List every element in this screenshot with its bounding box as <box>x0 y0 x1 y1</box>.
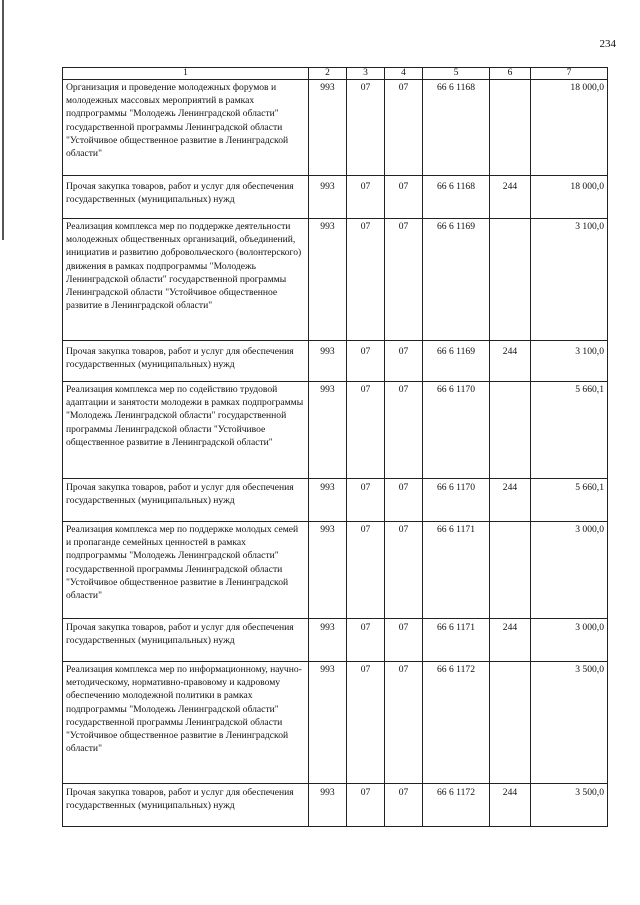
row-subsection: 07 <box>385 176 423 219</box>
row-subsection: 07 <box>385 479 423 522</box>
row-sum: 3 100,0 <box>531 219 608 341</box>
row-sum: 18 000,0 <box>531 80 608 176</box>
header-col-2: 2 <box>309 68 347 80</box>
row-grbs: 993 <box>309 219 347 341</box>
row-expense-type: 244 <box>490 784 531 827</box>
header-col-3: 3 <box>347 68 385 80</box>
row-expense-type <box>490 522 531 619</box>
table-row <box>63 176 608 219</box>
header-col-6: 6 <box>490 68 531 80</box>
row-target-item: 66 6 1170 <box>423 382 490 479</box>
table-row <box>63 479 608 522</box>
header-col-4: 4 <box>385 68 423 80</box>
row-section: 07 <box>347 662 385 784</box>
row-target-item: 66 6 1169 <box>423 219 490 341</box>
row-grbs: 993 <box>309 80 347 176</box>
row-grbs: 993 <box>309 619 347 662</box>
row-name: Прочая закупка товаров, работ и услуг для обеспечения государственных (муниципальных) нужд <box>63 479 309 522</box>
row-grbs: 993 <box>309 382 347 479</box>
row-sum: 3 500,0 <box>531 784 608 827</box>
row-name: Организация и проведение молодежных форумов и молодежных массовых мероприятий в рамках подпрограммы "Молодежь Ленинградской области" государственной программы Ленинградской области "Устойчивое общественное развитие в Ленинградской области" <box>63 80 309 176</box>
row-target-item: 66 6 1171 <box>423 619 490 662</box>
row-expense-type <box>490 382 531 479</box>
header-col-5: 5 <box>423 68 490 80</box>
table-row <box>63 341 608 382</box>
row-sum: 18 000,0 <box>531 176 608 219</box>
row-sum: 3 100,0 <box>531 341 608 382</box>
row-section: 07 <box>347 176 385 219</box>
row-section: 07 <box>347 522 385 619</box>
row-expense-type <box>490 80 531 176</box>
row-section: 07 <box>347 784 385 827</box>
row-grbs: 993 <box>309 784 347 827</box>
table-row <box>63 619 608 662</box>
row-subsection: 07 <box>385 80 423 176</box>
row-expense-type <box>490 662 531 784</box>
table-row <box>63 219 608 341</box>
row-subsection: 07 <box>385 522 423 619</box>
header-col-7: 7 <box>531 68 608 80</box>
row-target-item: 66 6 1172 <box>423 662 490 784</box>
row-expense-type: 244 <box>490 619 531 662</box>
row-name: Прочая закупка товаров, работ и услуг для обеспечения государственных (муниципальных) нужд <box>63 341 309 382</box>
row-target-item: 66 6 1171 <box>423 522 490 619</box>
row-section: 07 <box>347 382 385 479</box>
row-sum: 3 000,0 <box>531 619 608 662</box>
row-section: 07 <box>347 341 385 382</box>
row-name: Реализация комплекса мер по поддержке деятельности молодежных общественных организаций, объединений, инициатив и развитию добровольческого (волонтерского) движения в рамках подпрограммы "Молодежь Ленинградской области" государственной программы Ленинградской области "Устойчивое общественное развитие в Ленинградской области" <box>63 219 309 341</box>
scan-edge-line <box>2 0 4 240</box>
row-grbs: 993 <box>309 341 347 382</box>
row-name: Реализация комплекса мер по информационному, научно-методическому, нормативно-правовому и кадровому обеспечению молодежной политики в рамках подпрограммы "Молодежь Ленинградской области" государственной программы Ленинградской области "Устойчивое общественное развитие в Ленинградской области" <box>63 662 309 784</box>
row-expense-type <box>490 219 531 341</box>
row-subsection: 07 <box>385 219 423 341</box>
row-section: 07 <box>347 219 385 341</box>
row-subsection: 07 <box>385 341 423 382</box>
row-name: Реализация комплекса мер по поддержке молодых семей и пропаганде семейных ценностей в рамках подпрограммы "Молодежь Ленинградской области" государственной программы Ленинградской области "Устойчивое общественное развитие в Ленинградской области" <box>63 522 309 619</box>
row-subsection: 07 <box>385 662 423 784</box>
row-subsection: 07 <box>385 784 423 827</box>
row-target-item: 66 6 1169 <box>423 341 490 382</box>
row-target-item: 66 6 1172 <box>423 784 490 827</box>
row-grbs: 993 <box>309 176 347 219</box>
row-subsection: 07 <box>385 382 423 479</box>
header-row <box>63 68 608 80</box>
row-section: 07 <box>347 479 385 522</box>
row-name: Прочая закупка товаров, работ и услуг для обеспечения государственных (муниципальных) нужд <box>63 176 309 219</box>
row-subsection: 07 <box>385 619 423 662</box>
row-expense-type: 244 <box>490 341 531 382</box>
row-sum: 3 500,0 <box>531 662 608 784</box>
row-target-item: 66 6 1170 <box>423 479 490 522</box>
row-target-item: 66 6 1168 <box>423 80 490 176</box>
row-section: 07 <box>347 619 385 662</box>
header-col-1: 1 <box>63 68 309 80</box>
row-name: Реализация комплекса мер по содействию трудовой адаптации и занятости молодежи в рамках подпрограммы "Молодежь Ленинградской области" государственной программы Ленинградской области "Устойчивое общественное развитие в Ленинградской области" <box>63 382 309 479</box>
row-sum: 5 660,1 <box>531 382 608 479</box>
row-grbs: 993 <box>309 522 347 619</box>
row-sum: 3 000,0 <box>531 522 608 619</box>
row-grbs: 993 <box>309 479 347 522</box>
table-row <box>63 382 608 479</box>
budget-table <box>62 67 608 827</box>
row-name: Прочая закупка товаров, работ и услуг для обеспечения государственных (муниципальных) нужд <box>63 784 309 827</box>
row-expense-type: 244 <box>490 479 531 522</box>
row-target-item: 66 6 1168 <box>423 176 490 219</box>
row-grbs: 993 <box>309 662 347 784</box>
table-row <box>63 80 608 176</box>
table-row <box>63 522 608 619</box>
row-name: Прочая закупка товаров, работ и услуг для обеспечения государственных (муниципальных) нужд <box>63 619 309 662</box>
table-row <box>63 784 608 827</box>
page-number: 234 <box>599 38 616 50</box>
row-expense-type: 244 <box>490 176 531 219</box>
table-row <box>63 662 608 784</box>
row-sum: 5 660,1 <box>531 479 608 522</box>
row-section: 07 <box>347 80 385 176</box>
